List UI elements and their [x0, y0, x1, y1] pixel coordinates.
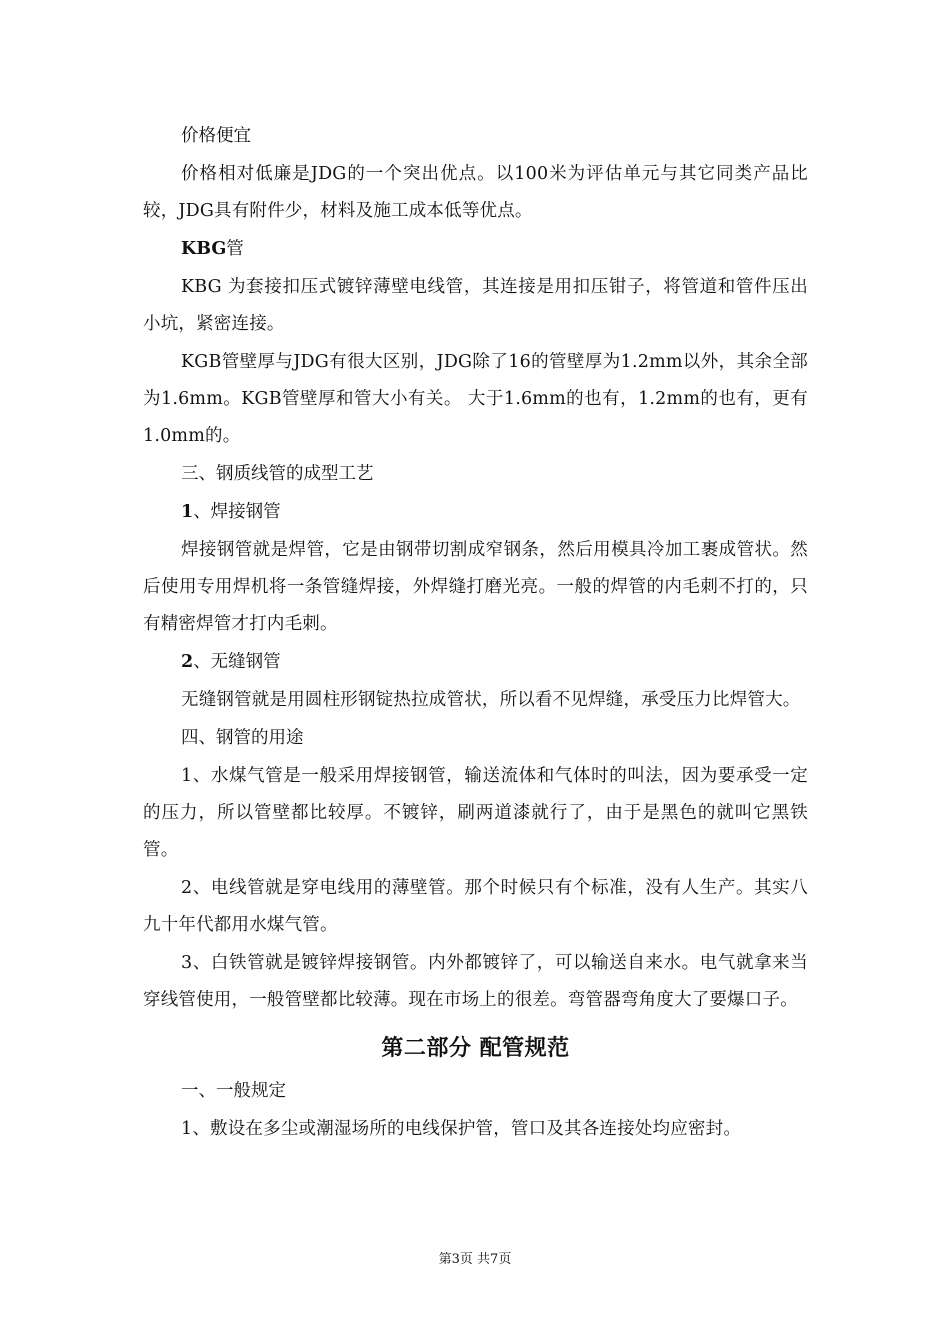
paragraph-use-galvanized: 3、白铁管就是镀锌焊接钢管。内外都镀锌了，可以输送自来水。电气就拿来当穿线管使用，一般管壁都比较薄。现在市场上的很差。弯管器弯角度大了要爆口子。 — [143, 953, 808, 1010]
heading-forming-process: 三、钢质线管的成型工艺 — [181, 464, 374, 484]
heading-kbg-bold: KBG — [181, 239, 227, 259]
heading-price-cheap: 价格便宜 — [181, 126, 251, 146]
heading-welded-num: 1 — [181, 502, 194, 522]
section-title: 第二部分 配管规范 — [381, 1036, 570, 1061]
paragraph-seamless-pipe: 无缝钢管就是用圆柱形钢锭热拉成管状，所以看不见焊缝，承受压力比焊管大。 — [181, 690, 801, 710]
page-footer: 第3页 共7页 — [438, 1252, 512, 1267]
heading-pipe-uses: 四、钢管的用途 — [181, 728, 304, 748]
heading-seamless-text: 、无缝钢管 — [193, 652, 281, 672]
paragraph-kgb-thickness: KGB管壁厚与JDG有很大区别，JDG除了16的管壁厚为1.2mm以外，其余全部为1.6mm。KGB管壁厚和管大小有关。 大于1.6mm的也有，1.2mm的也有，更有1.0mm的。 — [143, 352, 808, 446]
heading-seamless-num: 2 — [181, 652, 194, 672]
paragraph-use-conduit: 2、电线管就是穿电线用的薄壁管。那个时候只有个标准，没有人生产。其实八九十年代都用水煤气管。 — [143, 878, 808, 935]
paragraph-use-gas-pipe: 1、水煤气管是一般采用焊接钢管，输送流体和气体时的叫法，因为要承受一定的压力，所以管壁都比较厚。不镀锌，刷两道漆就行了，由于是黑色的就叫它黑铁管。 — [143, 766, 808, 860]
heading-welded-text: 、焊接钢管 — [193, 502, 281, 522]
heading-welded-pipe — [143, 494, 808, 531]
paragraph-jdg-price: 价格相对低廉是JDG的一个突出优点。以100米为评估单元与其它同类产品比较，JDG具有附件少，材料及施工成本低等优点。 — [143, 164, 808, 221]
heading-general-rules: 一、一般规定 — [181, 1081, 286, 1101]
heading-seamless-pipe — [143, 644, 808, 681]
heading-kbg-pipe — [143, 231, 808, 268]
document-body — [143, 118, 808, 1149]
heading-kbg-rest: 管 — [226, 239, 244, 259]
paragraph-kbg-desc: KBG 为套接扣压式镀锌薄壁电线管，其连接是用扣压钳子，将管道和管件压出小坑，紧密连接。 — [143, 277, 808, 334]
paragraph-welded-pipe: 焊接钢管就是焊管，它是由钢带切割成窄钢条，然后用模具冷加工裹成管状。然后使用专用焊机将一条管缝焊接，外焊缝打磨光亮。一般的焊管的内毛刺不打的，只有精密焊管才打内毛刺。 — [143, 540, 808, 634]
paragraph-rule-1: 1、敷设在多尘或潮湿场所的电线保护管，管口及其各连接处均应密封。 — [181, 1119, 742, 1139]
